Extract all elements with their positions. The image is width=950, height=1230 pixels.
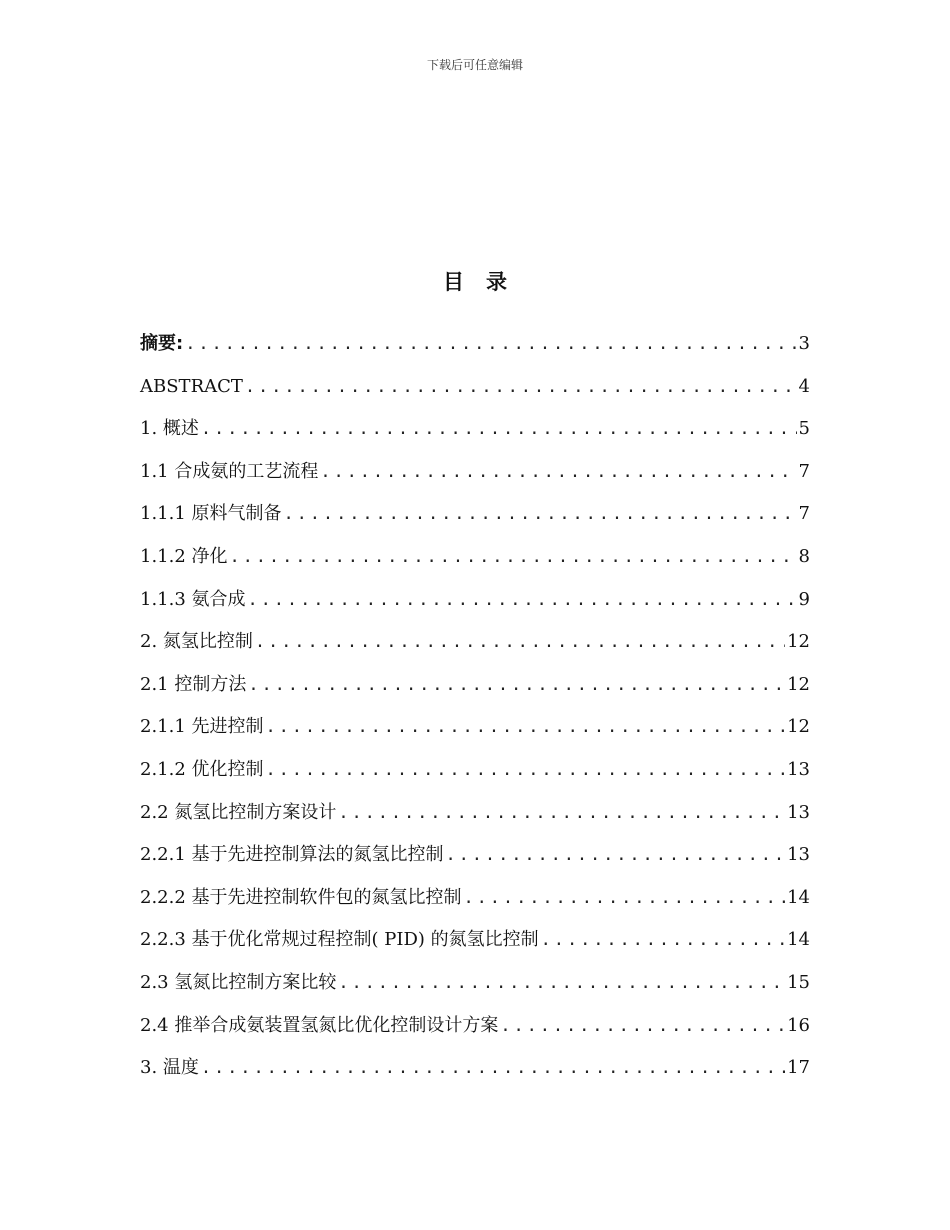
toc-dot-leader [320,454,796,490]
toc-entry[interactable] [140,667,810,710]
toc-entry[interactable] [140,837,810,880]
toc-entry-page-number: 15 [787,971,810,993]
toc-entry-label: ABSTRACT [140,375,243,397]
toc-entry-page-number: 12 [787,716,810,738]
toc-entry-label: 2.1.1 先进控制 [140,716,264,738]
toc-entry-page-number: 7 [798,503,810,525]
toc-dot-leader [266,752,786,788]
toc-entry-label: 2.3 氢氮比控制方案比较 [140,971,337,993]
toc-entry-label: 1.1.1 原料气制备 [140,503,282,525]
toc-entry-page-number: 14 [787,929,810,951]
toc-dot-leader [266,709,786,745]
toc-entry-label: 2.2.3 基于优化常规过程控制( PID) 的氮氢比控制 [140,929,539,951]
toc-entry-label: 2. 氮氢比控制 [140,631,253,653]
toc-entry[interactable] [140,582,810,625]
toc-entry[interactable] [140,709,810,752]
toc-entry-page-number: 13 [787,801,810,823]
toc-entry-page-number: 14 [787,886,810,908]
toc-entry-label: 1.1.2 净化 [140,545,228,567]
toc-dot-leader [541,922,785,958]
toc-entry[interactable] [140,326,810,369]
toc-dot-leader [255,624,785,660]
toc-dot-leader [446,837,786,873]
toc-entry-label: 摘要: [140,333,184,354]
toc-entry-page-number: 8 [798,545,810,567]
toc-entry-label: 2.1 控制方法 [140,673,247,695]
toc-dot-leader [245,369,797,405]
toc-entry-label: 2.1.2 优化控制 [140,758,264,780]
toc-dot-leader [338,965,785,1001]
toc-entry[interactable] [140,1008,810,1051]
toc-entry-label: 2.2.2 基于先进控制软件包的氮氢比控制 [140,886,462,908]
toc-entry[interactable] [140,496,810,539]
toc-entry[interactable] [140,624,810,667]
toc-entry[interactable] [140,411,810,454]
toc-entry-page-number: 13 [787,844,810,866]
toc-entry[interactable] [140,539,810,582]
toc-dot-leader [230,539,797,575]
toc-entry[interactable] [140,752,810,795]
toc-dot-leader [201,411,797,447]
table-of-contents [140,326,810,1093]
toc-entry-page-number: 4 [798,375,810,397]
toc-dot-leader [185,326,796,362]
toc-entry-label: 3. 温度 [140,1057,199,1079]
toc-entry[interactable] [140,965,810,1008]
toc-dot-leader [248,667,785,703]
toc-entry[interactable] [140,454,810,497]
toc-dot-leader [201,1050,785,1086]
toc-entry-page-number: 17 [787,1057,810,1079]
toc-dot-leader [338,795,785,831]
toc-dot-leader [284,496,797,532]
toc-entry[interactable] [140,1050,810,1093]
toc-entry-label: 2.4 推举合成氨装置氢氮比优化控制设计方案 [140,1014,499,1036]
toc-entry-label: 1. 概述 [140,418,199,440]
toc-entry-page-number: 9 [798,588,810,610]
toc-dot-leader [500,1008,785,1044]
toc-entry-label: 1.1 合成氨的工艺流程 [140,460,319,482]
toc-dot-leader [464,880,786,916]
toc-entry-page-number: 16 [787,1014,810,1036]
toc-title: 目录 [443,270,529,294]
toc-entry[interactable] [140,795,810,838]
toc-entry-label: 2.2 氮氢比控制方案设计 [140,801,337,823]
toc-entry-page-number: 12 [787,631,810,653]
toc-entry[interactable] [140,880,810,923]
toc-entry[interactable] [140,922,810,965]
toc-entry-label: 1.1.3 氨合成 [140,588,246,610]
toc-entry-page-number: 13 [787,758,810,780]
toc-entry-page-number: 3 [798,333,810,354]
page-header: 下载后可任意编辑 [426,58,523,72]
toc-entry-label: 2.2.1 基于先进控制算法的氮氢比控制 [140,844,444,866]
toc-entry-page-number: 7 [798,460,810,482]
toc-entry-page-number: 5 [798,418,810,440]
toc-entry[interactable] [140,369,810,412]
toc-dot-leader [248,582,797,618]
toc-entry-page-number: 12 [787,673,810,695]
